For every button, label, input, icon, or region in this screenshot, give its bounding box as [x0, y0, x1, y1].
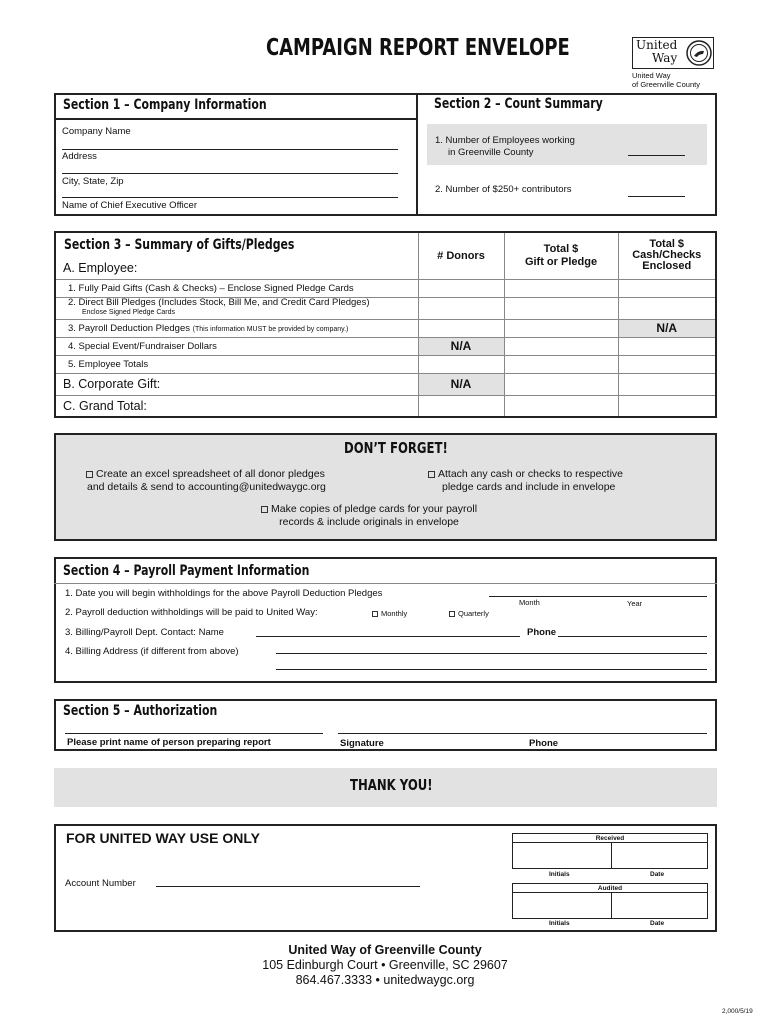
signature-label: Signature [340, 738, 384, 749]
table-row [55, 355, 716, 373]
checkbox-icon[interactable] [449, 611, 455, 617]
billing-address-label: 4. Billing Address (if different from above) [65, 646, 239, 657]
section5-heading: Section 5 – Authorization [63, 703, 218, 719]
table-row [55, 373, 716, 395]
section4-heading: Section 4 – Payroll Payment Information [63, 563, 310, 579]
donors-cell[interactable] [418, 355, 504, 373]
cash-cell[interactable] [618, 373, 716, 395]
total-cell[interactable] [504, 373, 618, 395]
city-state-zip-label: City, State, Zip [62, 176, 124, 187]
employees-count-field[interactable] [628, 155, 685, 156]
donors-cell[interactable] [418, 297, 504, 319]
united-way-logo: United Way [632, 37, 714, 69]
cash-cell[interactable] [618, 395, 716, 417]
account-number-field[interactable] [156, 886, 420, 887]
total-cell[interactable] [504, 355, 618, 373]
start-date-label: 1. Date you will begin withholdings for the above Payroll Deduction Pledges [65, 588, 383, 599]
na-cell: N/A [418, 337, 504, 355]
na-cell: N/A [418, 373, 504, 395]
section2-heading: Section 2 – Count Summary [434, 96, 603, 112]
month-label: Month [519, 598, 540, 607]
total-cell[interactable] [504, 319, 618, 337]
reminder-attach-cash: Attach any cash or checks to respective pledge cards and include in envelope [428, 468, 623, 494]
footer-address: 105 Edinburgh Court • Greenville, SC 29607 [262, 958, 508, 972]
company-name-field[interactable] [62, 149, 398, 150]
footer [0, 943, 770, 988]
cash-checks-header: Total $ Cash/Checks Enclosed [618, 232, 716, 279]
preparer-name-field[interactable] [65, 733, 323, 734]
audited-date-label: Date [650, 920, 665, 927]
audited-box: Audited [512, 883, 708, 919]
billing-address-field-2[interactable] [276, 669, 707, 670]
total-cell[interactable] [504, 297, 618, 319]
table-row [55, 395, 716, 417]
donors-cell[interactable] [418, 319, 504, 337]
checkbox-icon [428, 471, 435, 478]
logo-caption: United Way of Greenville County [632, 71, 700, 89]
donors-cell[interactable] [418, 395, 504, 417]
row-label: 1. Fully Paid Gifts (Cash & Checks) – Enclose Signed Pledge Cards [55, 279, 418, 297]
office-use-heading: FOR UNITED WAY USE ONLY [66, 830, 260, 846]
address-label: Address [62, 151, 97, 162]
address-field[interactable] [62, 173, 398, 174]
start-date-field[interactable] [489, 596, 707, 597]
table-row [55, 319, 716, 337]
section1-heading: Section 1 – Company Information [63, 97, 267, 113]
checkbox-icon[interactable] [372, 611, 378, 617]
row-label: 2. Direct Bill Pledges (Includes Stock, Bill Me, and Credit Card Pledges) Enclose Signed Pledge Cards [55, 297, 418, 319]
corporate-gift-label: B. Corporate Gift: [55, 373, 418, 395]
signature-field[interactable] [338, 733, 707, 734]
reminder-copies: Make copies of pledge cards for your payroll records & include originals in envelope [261, 503, 477, 529]
contact-name-label: 3. Billing/Payroll Dept. Contact: Name [65, 627, 224, 638]
contact-phone-label: Phone [527, 627, 557, 638]
total-gift-header: Total $ Gift or Pledge [504, 232, 618, 279]
dont-forget-heading: DON’T FORGET! [344, 439, 448, 457]
audited-initials-label: Initials [549, 920, 570, 927]
billing-address-field[interactable] [276, 653, 707, 654]
na-cell: N/A [618, 319, 716, 337]
row-label: 5. Employee Totals [55, 355, 418, 373]
preparer-phone-label: Phone [529, 738, 559, 749]
cash-cell[interactable] [618, 279, 716, 297]
cash-cell[interactable] [618, 297, 716, 319]
year-label: Year [627, 599, 643, 608]
employees-count-label: 1. Number of Employees working in Greenville County [435, 135, 575, 158]
total-cell[interactable] [504, 279, 618, 297]
total-cell[interactable] [504, 337, 618, 355]
table-row [55, 337, 716, 355]
account-number-label: Account Number [65, 878, 136, 889]
cash-cell[interactable] [618, 355, 716, 373]
quarterly-option[interactable]: Quarterly [449, 609, 489, 618]
employee-label: A. Employee: [63, 261, 138, 275]
row-label: 4. Special Event/Fundraiser Dollars [55, 337, 418, 355]
gifts-table [54, 231, 717, 418]
contact-phone-field[interactable] [558, 636, 707, 637]
table-row [55, 297, 716, 319]
company-name-label: Company Name [62, 126, 131, 137]
hand-icon [686, 40, 712, 66]
monthly-option[interactable]: Monthly [372, 609, 407, 618]
withholding-frequency-label: 2. Payroll deduction withholdings will be paid to United Way: [65, 607, 318, 618]
page-title: CAMPAIGN REPORT ENVELOPE [266, 35, 570, 61]
checkbox-icon [86, 471, 93, 478]
ceo-name-label: Name of Chief Executive Officer [62, 200, 197, 211]
total-cell[interactable] [504, 395, 618, 417]
received-initials-label: Initials [549, 871, 570, 878]
contact-name-field[interactable] [256, 636, 520, 637]
form-code: 2,000/5/19 [722, 1008, 753, 1015]
received-date-label: Date [650, 871, 665, 878]
contributors-count-field[interactable] [628, 196, 685, 197]
footer-contact: 864.467.3333 • unitedwaygc.org [295, 973, 475, 987]
grand-total-label: C. Grand Total: [55, 395, 418, 417]
table-row [55, 279, 716, 297]
donors-header: # Donors [418, 232, 504, 279]
preparer-name-label: Please print name of person preparing report [67, 737, 271, 748]
received-box: Received [512, 833, 708, 869]
footer-org: United Way of Greenville County [288, 943, 482, 957]
cash-cell[interactable] [618, 337, 716, 355]
row-label: 3. Payroll Deduction Pledges (This information MUST be provided by company.) [55, 319, 418, 337]
section3-heading: Section 3 – Summary of Gifts/Pledges [64, 237, 295, 253]
thank-you-text: THANK YOU! [350, 776, 433, 794]
checkbox-icon [261, 506, 268, 513]
contributors-count-label: 2. Number of $250+ contributors [435, 184, 572, 195]
donors-cell[interactable] [418, 279, 504, 297]
city-state-zip-field[interactable] [62, 197, 398, 198]
reminder-spreadsheet: Create an excel spreadsheet of all donor pledges and details & send to accounting@unitedwaygc.org [87, 468, 326, 493]
